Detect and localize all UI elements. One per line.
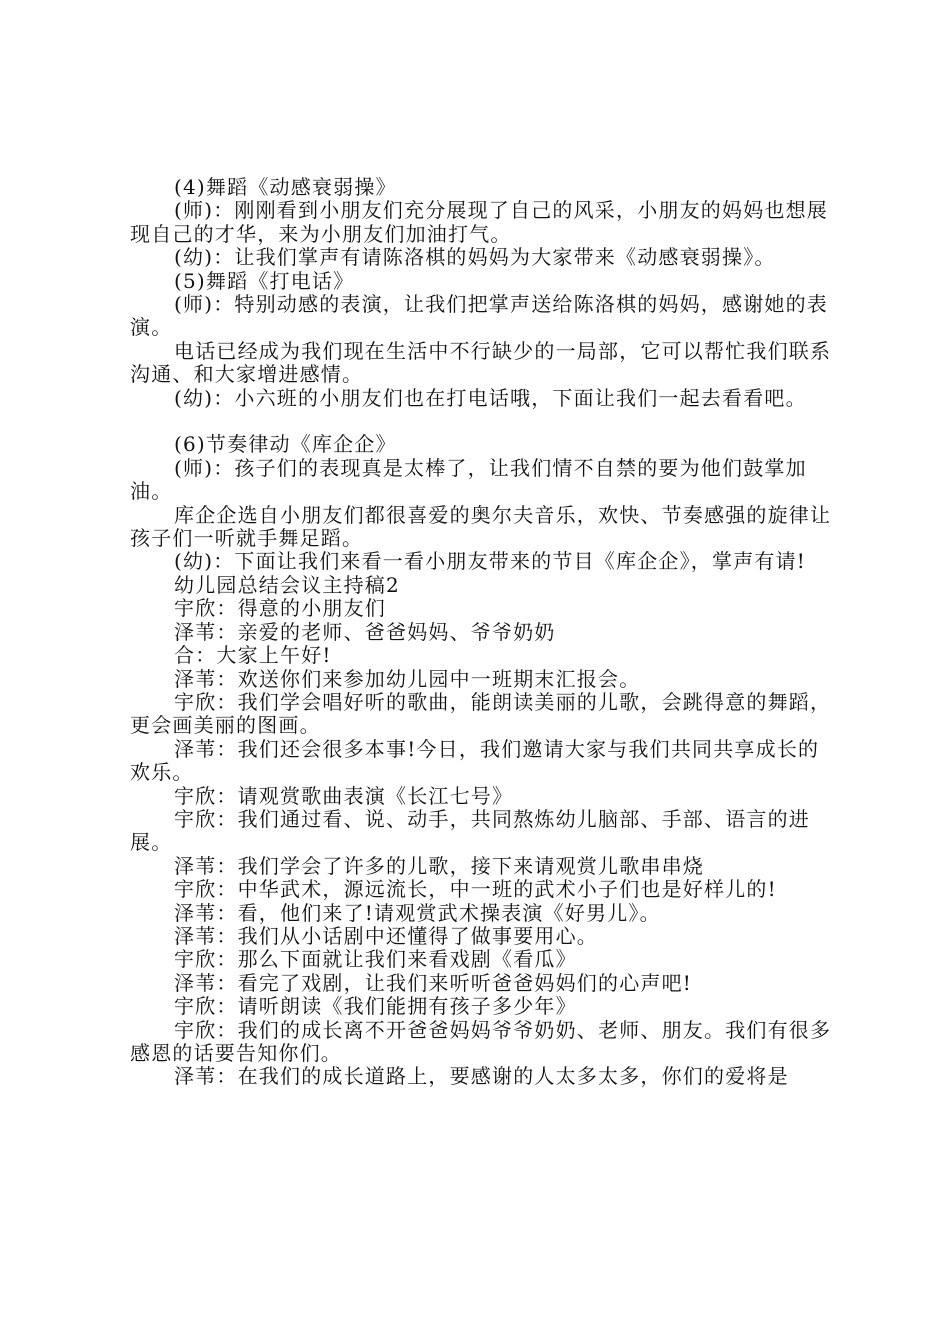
paragraph: 宇欣：我们学会唱好听的歌曲，能朗读美丽的儿歌，会跳得意的舞蹈，更会画美丽的图画。 <box>130 689 832 738</box>
paragraph: 宇欣：请观赏歌曲表演《长江七号》 <box>174 783 514 808</box>
paragraph: (6)节奏律动《库企企》 <box>174 432 397 457</box>
paragraph: 泽苇：我们还会很多本事!今日，我们邀请大家与我们共同共享成长的欢乐。 <box>130 736 820 785</box>
paragraph: (4)舞蹈《动感衰弱操》 <box>174 175 397 199</box>
paragraph: 宇欣：请听朗读《我们能拥有孩子多少年》 <box>174 994 577 1019</box>
paragraph: 泽苇：我们从小话剧中还懂得了做事要用心。 <box>174 923 598 948</box>
paragraph: 泽苇：在我们的成长道路上，要感谢的人太多太多，你们的爱将是 <box>174 1064 789 1089</box>
paragraph: 宇欣：得意的小朋友们 <box>174 596 386 621</box>
paragraph: 库企企选自小朋友们都很喜爱的奥尔夫音乐，欢快、节奏感强的旋律让孩子们一听就手舞足蹈。 <box>130 502 832 551</box>
paragraph: (师)：特别动感的表演，让我们把掌声送给陈洛棋的妈妈，感谢她的表演。 <box>130 292 829 340</box>
paragraph: 泽苇：看，他们来了!请观赏武术操表演《好男儿》。 <box>174 900 661 925</box>
document-body <box>130 176 840 1089</box>
paragraph: 泽苇：亲爱的老师、爸爸妈妈、爷爷奶奶 <box>174 619 556 644</box>
paragraph: 宇欣：中华武术，源远流长，中一班的武术小子们也是好样儿的! <box>174 877 777 902</box>
paragraph: 泽苇：看完了戏剧，让我们来听听爸爸妈妈们的心声吧! <box>174 970 693 995</box>
paragraph: 泽苇：我们学会了许多的儿歌，接下来请观赏儿歌串串烧 <box>174 853 704 878</box>
paragraph: (幼)：让我们掌声有请陈洛棋的妈妈为大家带来《动感衰弱操》。 <box>174 245 776 270</box>
paragraph: 电话已经成为我们现在生活中不行缺少的一局部，它可以帮忙我们联系沟通、和大家增进感情。 <box>130 338 832 387</box>
paragraph: 宇欣：我们通过看、说、动手，共同熬炼幼儿脑部、手部、语言的进展。 <box>130 806 810 855</box>
paragraph: 宇欣：我们的成长离不开爸爸妈妈爷爷奶奶、老师、朋友。我们有很多感恩的话要告知你们。 <box>130 1017 832 1066</box>
paragraph: (幼)：下面让我们来看一看小朋友带来的节目《库企企》，掌声有请! <box>174 549 807 574</box>
paragraph: (幼)：小六班的小朋友们也在打电话哦，下面让我们一起去看看吧。 <box>174 385 807 410</box>
paragraph: (师)：刚刚看到小朋友们充分展现了自己的风采，小朋友的妈妈也想展现自己的才华，来为小朋友们加油打气。 <box>130 198 829 246</box>
paragraph: (师)：孩子们的表现真是太棒了，让我们情不自禁的要为他们鼓掌加油。 <box>130 455 807 504</box>
section-title: 幼儿园总结会议主持稿2 <box>174 572 400 597</box>
blank-line <box>130 410 840 433</box>
paragraph: 泽苇：欢送你们来参加幼儿园中一班期末汇报会。 <box>174 666 641 691</box>
paragraph: 合：大家上午好! <box>174 643 332 668</box>
paragraph: (5)舞蹈《打电话》 <box>174 268 355 293</box>
paragraph: 宇欣：那么下面就让我们来看戏剧《看瓜》 <box>174 947 577 972</box>
